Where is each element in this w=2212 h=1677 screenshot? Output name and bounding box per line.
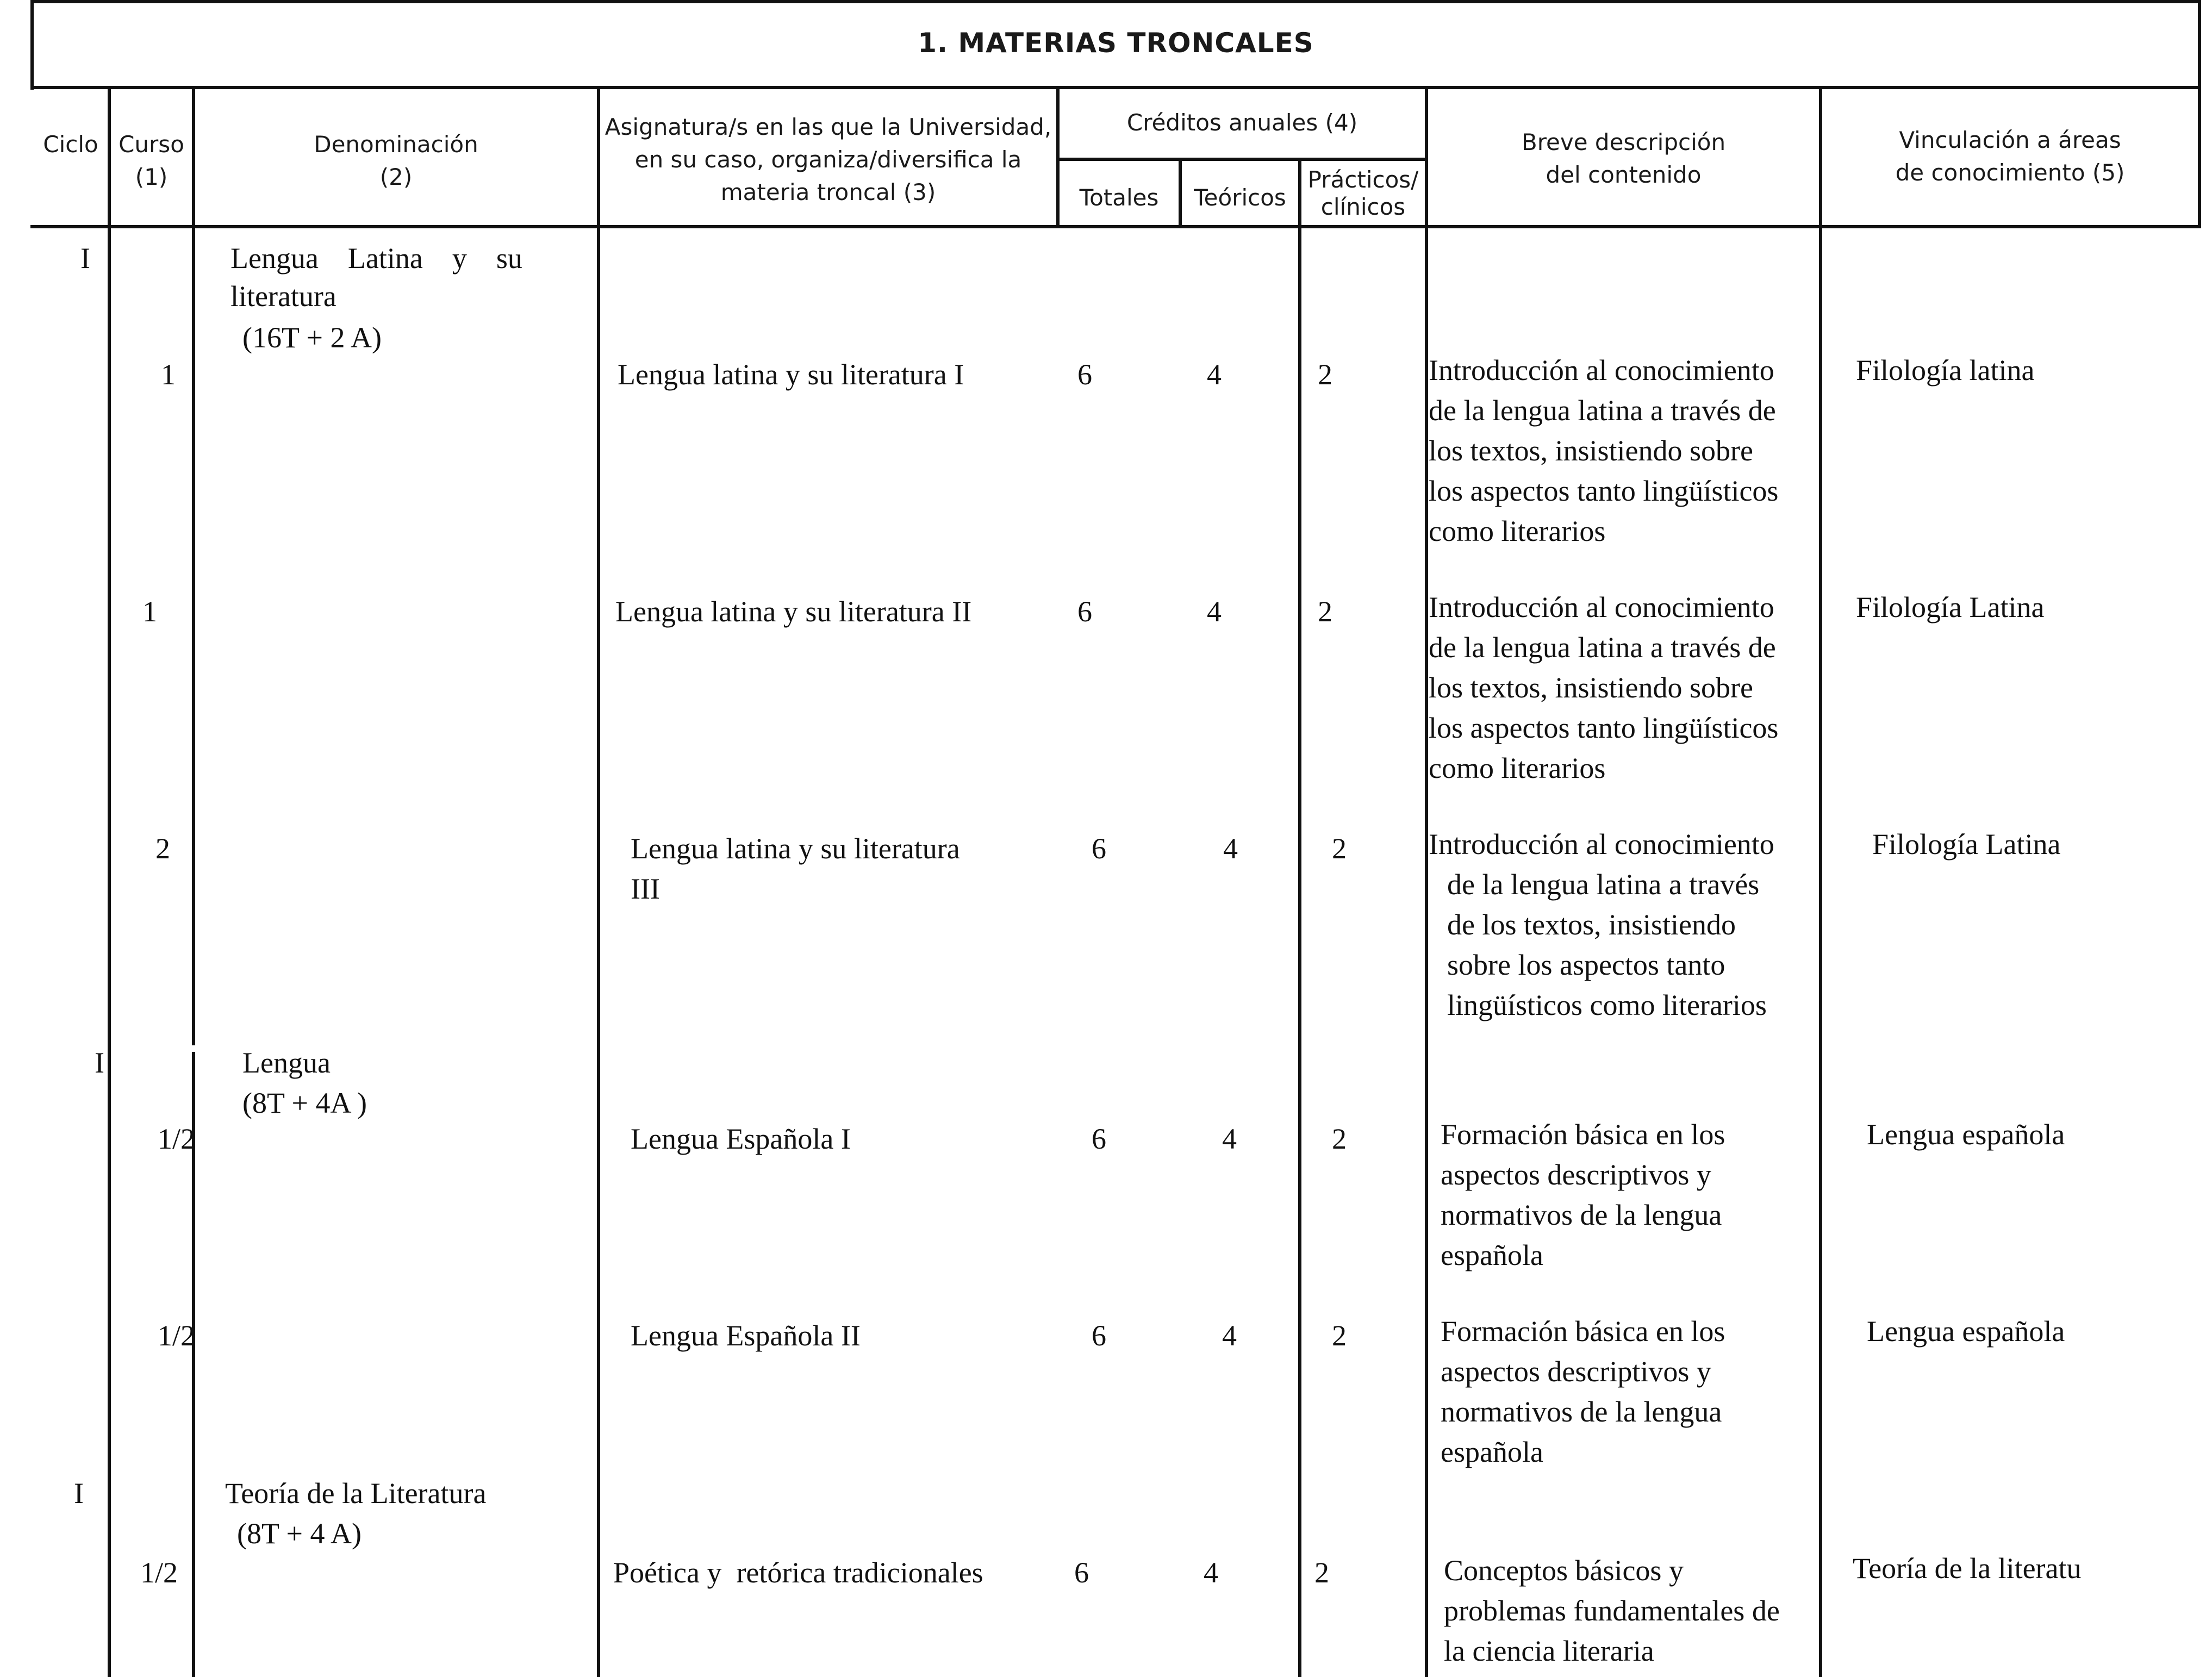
header-creditos: Créditos anuales (4) — [1126, 109, 1358, 136]
vinculacion-value: Lengua española — [1867, 1315, 2065, 1348]
header-teoricos: Teóricos — [1194, 184, 1286, 211]
vinculacion-value: Lengua española — [1867, 1118, 2065, 1151]
asignatura-value: Lengua latina y su literatura III — [631, 832, 960, 905]
denominacion-line: literatura — [230, 280, 337, 313]
practicos-value: 2 — [1318, 358, 1332, 391]
header-bottom — [30, 225, 2201, 228]
vinculacion-value: Filología Latina — [1856, 591, 2045, 624]
vinculacion-value: Filología latina — [1856, 354, 2035, 386]
col-line-curso — [192, 86, 195, 1045]
header-asignatura: Asignatura/s en las que la Universidad, en su caso, organiza/diversifica la materia troncal (3) — [605, 114, 1052, 205]
col-line-descripcion — [1819, 86, 1822, 1677]
header-denominacion: Denominación (2) — [314, 131, 478, 190]
curso-value: 2 — [155, 832, 170, 865]
totales-value: 6 — [1092, 1319, 1106, 1352]
descripcion-value: Formación básica en los aspectos descriptivos y normativos de la lengua española — [1441, 1315, 1725, 1468]
practicos-value: 2 — [1314, 1556, 1329, 1589]
col-line-practicos — [1425, 86, 1428, 1677]
denominacion-line: Teoría de la Literatura — [225, 1477, 487, 1510]
col-line-teoricos — [1298, 158, 1301, 1677]
col-line-denominacion — [597, 86, 600, 1677]
denominacion-credits: (8T + 4A ) — [242, 1087, 367, 1119]
ciclo-value: I — [74, 1477, 84, 1510]
asignatura-value: Lengua Española II — [631, 1319, 861, 1352]
asignatura-value: Poética y retórica tradicionales — [613, 1556, 983, 1589]
header-ciclo: Ciclo — [43, 131, 98, 158]
table-title: 1. MATERIAS TRONCALES — [918, 27, 1314, 59]
header-totales: Totales — [1079, 184, 1159, 211]
header-practicos: Prácticos/ clínicos — [1307, 166, 1419, 220]
descripcion-value: Formación básica en los aspectos descriptivos y normativos de la lengua española — [1441, 1118, 1725, 1271]
practicos-value: 2 — [1318, 595, 1332, 628]
teoricos-value: 4 — [1207, 595, 1222, 628]
totales-value: 6 — [1077, 595, 1092, 628]
ciclo-value: I — [95, 1046, 104, 1079]
denominacion-line: Lengua Latina y su — [230, 242, 522, 275]
vinculacion-value: Filología Latina — [1872, 828, 2061, 861]
teoricos-value: 4 — [1207, 358, 1222, 391]
asignatura-value: Lengua latina y su literatura II — [615, 595, 972, 628]
practicos-value: 2 — [1332, 832, 1347, 865]
teoricos-value: 4 — [1223, 832, 1238, 865]
header-descripcion: Breve descripción del contenido — [1521, 129, 1726, 188]
teoricos-value: 4 — [1204, 1556, 1218, 1589]
teoricos-value: 4 — [1222, 1319, 1237, 1352]
credits-divider — [1056, 158, 1426, 161]
header-vinculacion: Vinculación a áreas de conocimiento (5) — [1895, 127, 2125, 186]
asignatura-value: Lengua Española I — [631, 1123, 851, 1155]
totales-value: 6 — [1074, 1556, 1089, 1589]
ciclo-value: I — [80, 242, 90, 275]
frame-top — [30, 0, 2201, 3]
col-line-ciclo — [108, 86, 111, 1677]
denominacion-line: Lengua — [242, 1046, 331, 1079]
totales-value: 6 — [1077, 358, 1092, 391]
teoricos-value: 4 — [1222, 1123, 1237, 1155]
denominacion-credits: (8T + 4 A) — [237, 1517, 362, 1550]
curso-value: 1 — [142, 595, 157, 628]
curso-value: 1/2 — [158, 1319, 196, 1352]
practicos-value: 2 — [1332, 1123, 1347, 1155]
descripcion-value: Introducción al conocimiento de la lengua latina a través de los textos, insistiendo sobre los aspectos tanto lingüísticos como literarios — [1429, 828, 1774, 1021]
descripcion-value: Introducción al conocimiento de la lengua latina a través de los textos, insistiendo sobre los aspectos tanto lingüísticos como literarios — [1429, 591, 1779, 784]
denominacion-credits: (16T + 2 A) — [242, 321, 382, 354]
descripcion-value: Introducción al conocimiento de la lengua latina a través de los textos, insistiendo sobre los aspectos tanto lingüísticos como literarios — [1429, 354, 1779, 547]
practicos-value: 2 — [1332, 1319, 1347, 1352]
vinculacion-value: Teoría de la literatu — [1853, 1552, 2082, 1585]
totales-value: 6 — [1092, 832, 1106, 865]
curso-value: 1/2 — [158, 1123, 196, 1155]
asignatura-value: Lengua latina y su literatura I — [618, 358, 964, 391]
title-divider — [30, 86, 2201, 89]
curso-value: 1/2 — [140, 1556, 178, 1589]
header-curso: Curso (1) — [119, 131, 184, 190]
curso-value: 1 — [161, 358, 176, 391]
totales-value: 6 — [1092, 1123, 1106, 1155]
descripcion-value: Conceptos básicos y problemas fundamentales de la ciencia literaria — [1444, 1554, 1780, 1667]
